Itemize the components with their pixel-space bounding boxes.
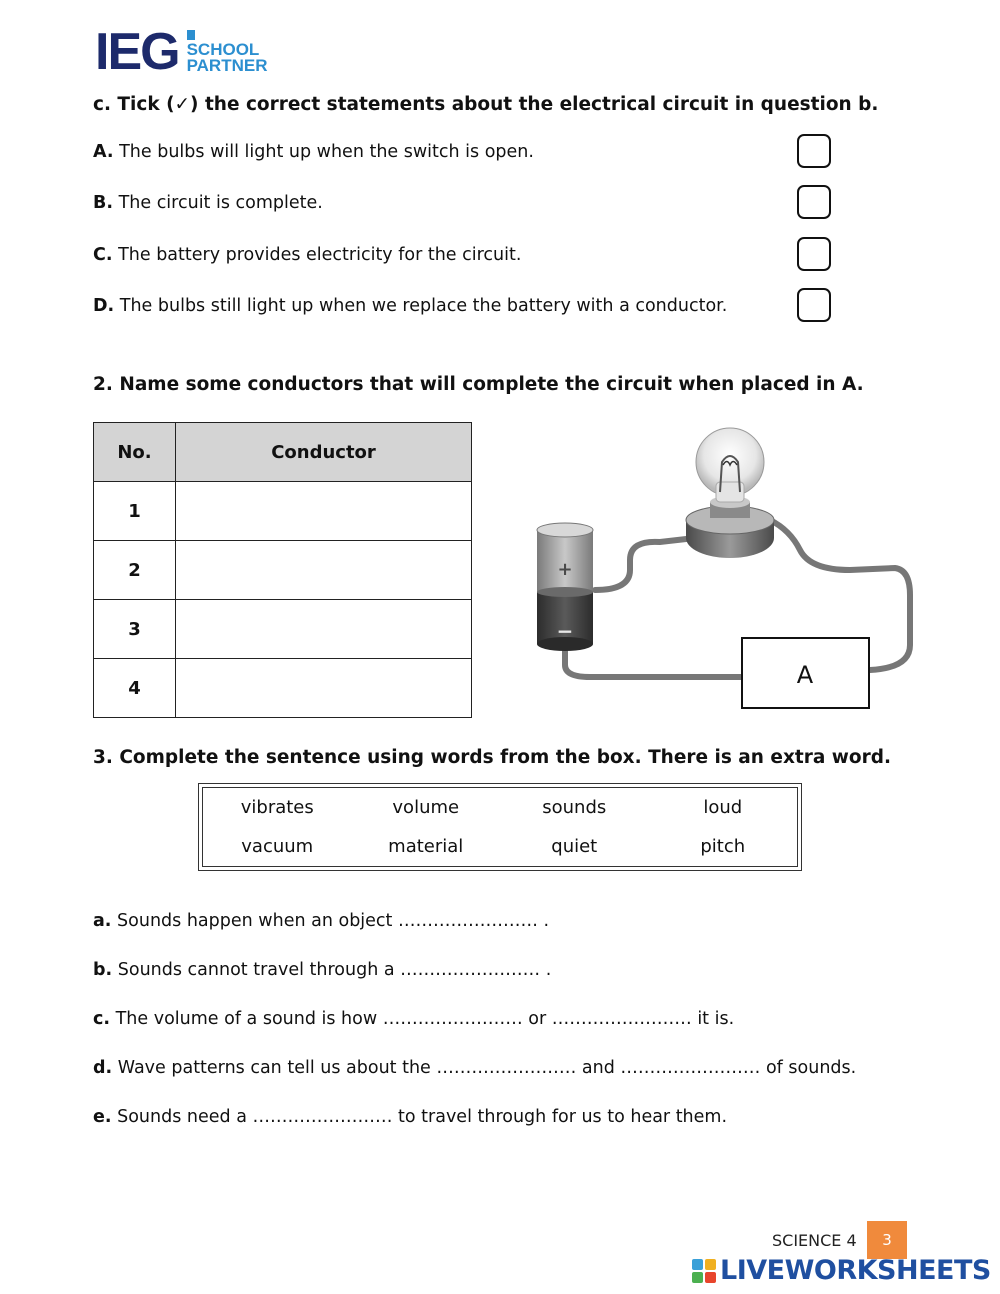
sentence-text[interactable]: Sounds need a …………………… to travel through for us to hear them. [117,1107,728,1127]
page-number: 3 [867,1221,907,1259]
statement-c [93,245,521,265]
circuit-diagram [520,420,930,720]
sentence-text[interactable]: Sounds cannot travel through a …………………… . [117,960,552,980]
word-item: sounds [542,797,607,818]
row-number: 4 [94,659,176,718]
subject-label: SCIENCE 4 [772,1231,857,1250]
sentence-a [93,911,549,931]
sentence-letter: c. [93,1009,111,1029]
table-row [94,659,472,718]
conductor-table [93,422,472,718]
section-2-heading: 2. Name some conductors that will complete the circuit when placed in A. [93,374,864,395]
sentence-e [93,1107,727,1127]
sentence-letter: b. [93,960,113,980]
statement-b [93,193,323,213]
checkbox-a[interactable] [797,134,831,168]
ieg-logo [95,23,268,81]
word-item: material [388,836,464,857]
conductor-answer-cell[interactable] [176,482,472,541]
word-item: loud [703,797,743,818]
sentence-text[interactable]: The volume of a sound is how …………………… or …………………… it is. [115,1009,735,1029]
sentence-d [93,1058,856,1078]
logo-line1: SCHOOL [186,40,260,59]
table-row [94,600,472,659]
liveworksheets-mark-icon [692,1259,716,1283]
statement-text: The battery provides electricity for the circuit. [118,245,522,265]
conductor-answer-cell[interactable] [176,541,472,600]
sentence-text[interactable]: Wave patterns can tell us about the …………………… and …………………… of sounds. [117,1058,857,1078]
table-header-row [94,423,472,482]
statement-letter: C. [93,245,113,265]
statement-a [93,142,534,162]
battery-icon [537,523,593,651]
conductor-answer-cell[interactable] [176,659,472,718]
logo-main-text: IEG [95,23,179,81]
checkbox-c[interactable] [797,237,831,271]
sentence-letter: d. [93,1058,113,1078]
word-item: vacuum [241,836,314,857]
logo-subtitle [187,30,268,74]
conductor-answer-cell[interactable] [176,600,472,659]
header-conductor: Conductor [176,423,472,482]
row-number: 3 [94,600,176,659]
sentence-letter: e. [93,1107,112,1127]
liveworksheets-text: LIVEWORKSHEETS [720,1255,991,1286]
liveworksheets-logo [692,1255,991,1286]
header-no: No. [94,423,176,482]
row-number: 2 [94,541,176,600]
statement-text: The bulbs still light up when we replace the battery with a conductor. [119,296,728,316]
statement-text: The circuit is complete. [118,193,323,213]
statement-letter: B. [93,193,113,213]
word-box [198,783,802,871]
statement-letter: A. [93,142,114,162]
wire-top-left [595,538,695,590]
battery-plus: + [557,559,573,580]
component-a-label: A [796,661,814,689]
sentence-letter: a. [93,911,112,931]
table-row [94,541,472,600]
battery-minus: − [556,619,574,643]
light-bulb-icon [686,428,774,558]
word-item: volume [392,797,460,818]
word-item: quiet [551,836,598,857]
word-item: pitch [700,836,746,857]
sentence-b [93,960,551,980]
statement-letter: D. [93,296,115,316]
logo-line2: PARTNER [186,56,268,75]
sentence-text[interactable]: Sounds happen when an object …………………… . [117,911,550,931]
word-item: vibrates [240,797,314,818]
statement-text: The bulbs will light up when the switch is open. [119,142,534,162]
logo-flag-icon [187,30,195,40]
section-3-heading: 3. Complete the sentence using words from the box. There is an extra word. [93,747,891,768]
row-number: 1 [94,482,176,541]
checkbox-b[interactable] [797,185,831,219]
sentence-c [93,1009,734,1029]
checkbox-d[interactable] [797,288,831,322]
wire-bottom [565,648,742,677]
statement-d [93,296,727,316]
table-row [94,482,472,541]
section-c-heading: c. Tick (✓) the correct statements about the electrical circuit in question b. [93,94,879,115]
